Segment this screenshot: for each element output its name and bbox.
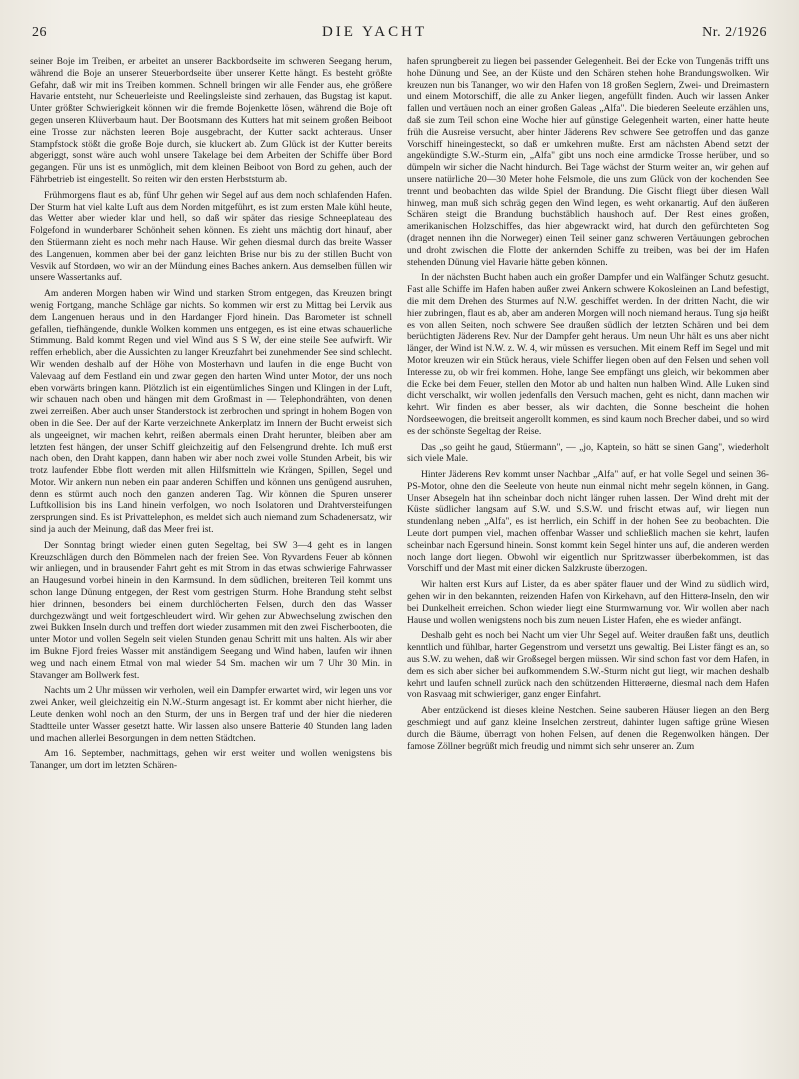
paragraph: seiner Boje im Treiben, er arbeitet an unserer Backbordseite im schweren Seegang herum, während die Boje an unserer Steuerbordseite über unserer Kette hängt. Es besteht größte Gefahr, daß wir mit ins Treiben kommen. Schnell bringen wir alle Fender aus, ehe größere Havarie entsteht, nur Scheuerleiste und Reelingsleiste sind zerhauen, das Bugstag ist kaput. Unter größter Schwierigkeit können wir die fremde Bojenkette lösen, während die Boje oft gegen unseren Klüverbaum haut. Der Bootsmann des Kutters hat mit seinem großen Beiboot eine Trosse zur nächsten leeren Boje ausgebracht, der Kutter sackt achteraus. Unser Stampfstock stößt die große Boje durch, sie kluckert ab. Zum Glück ist der Kutter bereits abgeriggt, sonst wäre auch wohl unsere Takelage bei dem Arbeiten der Schiffe über Bord gegangen. Für uns ist es unmöglich, mit dem kleinen Beiboot von Bord zu gehen, auch der Fährbetrieb ist eingestellt. So reiten wir den ersten Herbststurm ab. [30, 56, 392, 185]
paragraph: hafen sprungbereit zu liegen bei passender Gelegenheit. Bei der Ecke von Tungenäs trifft uns hohe Dünung und See, an der Küste und den Schären stehen hohe Brandungswolken. Wir kreuzen nun bis Tananger, wo wir den Hafen von 18 großen Seglern, Zwei- und Dreimastern und einem Motorschiff, die alle zu Anker liegen, angefüllt finden. Auch wir lassen Anker fallen und vertäuen noch an einer großen Galeas „Alfa". Die biederen Seeleute erzählen uns, daß sie zum Teil schon eine Woche hier auf günstige Gelegenheit warten, einer hatte heute früh die Ausreise versucht, aber hinter Jäderens Rev schwere See getroffen und das ganze Vorschiff hineingesteckt, so daß er umkehren mußte. Erst am nächsten Abend setzt der angekündigte S.W.-Sturm ein, „Alfa" gibt uns noch eine armdicke Trosse herüber, und so dümpeln wir sicher die Nacht hindurch. Bei Tage wächst der Sturm weiter an, wir gehen auf unsere natürliche 20—30 Meter hohe Felsmole, die uns zum Glück von der kochenden See trennt und beobachten das wilde Spiel der Brandung. Die Gischt fliegt über diesen Wall hinweg, man muß sich schräg gegen den Wind legen, es weht orkanartig. Auf den äußeren Schären steigt die Brandung buchstäblich haushoch auf. Der Rest eines großen, amerikanischen Holzschiffes, das hier abgewrackt wird, hat durch den gefürchteten Sog (draget nennen ihn die Norweger) einen Teil seiner ganz schweren Vertäuungen gebrochen und droht zwischen die Flotte der ankernden Schiffe zu treiben, was bei der im Hafen stehenden Dünung viel Havarie hätte geben können. [407, 56, 769, 268]
paragraph: Am 16. September, nachmittags, gehen wir erst weiter und wollen wenigstens bis Tananger, um dort im letzten Schären- [30, 748, 392, 772]
left-column [30, 56, 392, 772]
paragraph: In der nächsten Bucht haben auch ein großer Dampfer und ein Walfänger Schutz gesucht. Fast alle Schiffe im Hafen haben außer zwei Ankern schwere Kokosleinen an Land befestigt, die mit dem Drehen des Sturmes auf N.W. geschiffet werden. In der dritten Nacht, die wir hier zubringen, flaut es ab, aber am anderen Morgen will noch niemand heraus. Tung sjø heißt es von allen Seiten, noch schwere See draußen südlich der letzten Schären und bei dem berüchtigten Jäderens Rev. Nur der Dampfer geht heraus. Um neun Uhr hält es uns aber nicht länger, der Wind ist N.W. z. W. 4, wir müssen es versuchen. Mit einem Reff im Segel und mit Motor kreuzen wir ein Stück heraus, viele Schiffer liegen oben auf den Felsen und sehen voll Interesse zu, ob wir frei kommen. Hohe, lange See empfängt uns gleich, wir bekommen aber die Ecke bei dem Feuer, stellen den Motor ab und halten nun halben Wind. Alle Luken sind dicht verschalkt, wir wollen jedenfalls den Versuch machen, geht es nicht, dann machen wir kehrt. Wir finden es aber besser, als wir dachten, die Sonne bescheint die hohen Nordseewogen, die breitseit angerollt kommen, es sind kaum noch Brecher dabei, und so wird es der schönste Segeltag der Reise. [407, 272, 769, 437]
magazine-title: DIE YACHT [321, 24, 428, 40]
paragraph: Das „so geiht he gaud, Stüermann", — „jo, Kaptein, so hätt se sinen Gang", wiederholt sich viele Male. [407, 441, 769, 465]
paragraph: Am anderen Morgen haben wir Wind und starken Strom entgegen, das Kreuzen bringt wenig Fortgang, manche Schläge gar nichts. So kommen wir erst zu Mittag bei Lervik aus dem Langenuen heraus und in den Hardanger Fjord hinein. Das Barometer ist schnell gefallen, tiefhängende, dunkle Wolken kommen uns entgegen, es ist eine etwas schauerliche Stimmung. Bald kommt Regen und viel Wind aus S S W, der eine steile See aufwirft. Wir reffen erheblich, aber die Aussichten zu langer Kreuzfahrt bei zunehmender See sind schlecht. Wir wenden deshalb auf der Höhe von Mosterhavn und laufen in die enge Bucht von Valevaag auf dem Festland ein und zwar gegen den harten Wind unter Motor, der uns noch eben vorwärts bringen kann. Plötzlich ist ein eigentümliches Singen und Klingen in der Luft, wir schauen nach oben und hängen mit dem Großmast in — Telephondrähten, von denen zwei zerreißen. Aber auch unser Standerstock ist zerbrochen und springt in hohem Bogen von oben in die See. Der auf der Karte verzeichnete Ankerplatz im Innern der Bucht erweist sich als ungeeignet, wir machen kehrt, reißen abermals einen Draht herunter, bleiben aber am letzten fest hängen, der unser Schiff gleichzeitig auf den Felsengrund drehte. Ich muß erst nach oben, den Draht kappen, dann haben wir aber noch zwei volle Stunden Arbeit, bis wir trotz laufender Ebbe flott werden mit allen Hilfsmitteln wie Krängen, Spillen, Segel und Motor. Wir ankern nun neben ein paar anderen Schiffen und können uns genügend ausruhen, denn es stürmt auch noch den ganzen anderen Tag. Wir können die Spuren unserer Luftkollision bis ins Land hinein verfolgen, wo noch Isolatoren und Drahtversteifungen zersprungen sind. Es ist Privattelephon, es meldet sich auch niemand zum Schadenersatz, wir sind ja auch der Meinung, daß das Meer frei ist. [30, 288, 392, 536]
paragraph: Hinter Jäderens Rev kommt unser Nachbar „Alfa" auf, er hat volle Segel und seinen 36-PS-Motor, ohne den die Seeleute von heute nun einmal nicht mehr segeln können, in Gang. Unser Absegeln hat ihn scheinbar doch nicht länger ruhen lassen. Der Wind dreht mit der Küste südlicher langsam auf S.W. und S.S.W. und frischt etwas auf, wir liegen nun stundenlang neben „Alfa", es ist herrlich, ein Schiff in der hohen See zu beobachten. Die Leute dort pumpen viel, machen offenbar Wasser und schließlich machen sie kehrt, laufen scheinbar nach Egersund hinein. Sonst kommt kein Segel hinter uns auf, die anderen werden noch lange dort liegen. Obwohl wir eigentlich nur Spritzwasser überbekommen, ist das Vorschiff und der Mast mit einer dicken Salzkruste überzogen. [407, 469, 769, 575]
paragraph: Nachts um 2 Uhr müssen wir verholen, weil ein Dampfer erwartet wird, wir legen uns vor zwei Anker, weil gleichzeitig ein N.W.-Sturm angesagt ist. Er kommt aber nicht hierher, die Leute denken wohl noch an den Sturm, der uns in Bergen traf und der hier die niederen Stadtteile unter Wasser gesetzt hatte. Wir lassen also unsere Batterie 40 Stunden lang laden und machen allerlei Besorgungen in dem netten Städtchen. [30, 685, 392, 744]
page-number: 26 [32, 25, 47, 40]
paragraph: Aber entzückend ist dieses kleine Nestchen. Seine sauberen Häuser liegen an den Berg geschmiegt und auf ganz kleine Inselchen zerstreut, dahinter lugen saftige grüne Wiesen durch die Bäume, überragt von hohen Felsen, auf denen die Regenwolken hängen. Der famose Zöllner begrüßt mich freudig und nimmt sich sehr unserer an. Zum [407, 705, 769, 752]
page-header [30, 24, 769, 46]
paragraph: Der Sonntag bringt wieder einen guten Segeltag, bei SW 3—4 geht es in langen Kreuzschlägen durch den Bömmelen nach der freien See. Von Ryvardens Feuer ab können wir anliegen, und in brausender Fahrt geht es mit Strom in das etwas schwierige Fahrwasser an Haugesund vorbei hinein in den Karmsund. In dem südlichen, breiteren Teil kommt uns schon lange Dünung entgegen, der Rest vom gestrigen Sturm. Hohe Brandung steht selbst hier drinnen, besonders bei einem durchlöcherten Felsen, durch den das Wasser durchgezwängt und weit fortgeschleudert wird. Wir gehen zur Abwechselung zwischen den zwei Bukken Inseln durch und treffen dort wieder zusammen mit den zwei Fischerbooten, die unter Motor und vollen Segeln seit vielen Stunden genau Schritt mit uns halten. Als wir aber im Bukne Fjord freies Wasser mit anständigem Seegang und Wind haben, laufen wir ihnen weg und nach einem Etmal von mal wieder 54 Sm. machen wir um 7 Uhr 30 Min. in Stavanger am Bollwerk fest. [30, 539, 392, 681]
article-columns [30, 56, 769, 772]
issue-number: Nr. 2/1926 [702, 25, 767, 40]
right-column [407, 56, 769, 772]
paragraph: Deshalb geht es noch bei Nacht um vier Uhr Segel auf. Weiter draußen faßt uns, deutlich kenntlich und fühlbar, harter Gegenstrom und versetzt uns gewaltig. Bei Lister fängt es an, so aus S.W. zu wehen, daß wir Großsegel bergen müssen. Wir sind schon fast vor dem Hafen, in dem es sich aber sicher bei aufkommendem S.W.-Sturm nicht gut liegt, wir machen deshalb kehrt und laufen schnell zurück nach den schützenden Hitterøerne, diesmal nach dem Hafen von Rasvaag mit schwieriger, ganz enger Einfahrt. [407, 630, 769, 701]
paragraph: Frühmorgens flaut es ab, fünf Uhr gehen wir Segel auf aus dem noch schlafenden Hafen. Der Sturm hat viel kalte Luft aus dem Norden mitgeführt, es ist zum ersten Male kühl heute, das Wetter aber wieder klar und hell, so daß wir später das riesige Schneeplateau des Folgefond in wunderbarer Schönheit sehen können. Es zieht uns mächtig dort hinauf, aber den Stüermann zieht es noch mehr nach Hause. Wir gehen diesmal durch das breite Wasser des Langenuen, kommen aber bei der ganz leichten Brise nur bis zu der stillen Bucht von Vesvik auf Stordøen, wo wir an der Mündung eines Baches ankern. Aus demselben füllen wir unsere Wassertanks auf. [30, 189, 392, 284]
paragraph: Wir halten erst Kurs auf Lister, da es aber später flauer und der Wind zu südlich wird, gehen wir in den bekannten, reizenden Hafen von Kirkehavn, auf den Hitterø-Inseln, den wir bei Dunkelheit erreichen. Schon wieder liegt eine Sturmwarnung vor. Wir wollen aber nach Hause und wollen wenigstens noch bis zum neuen Lister Hafen, ehe es wieder anfängt. [407, 579, 769, 626]
